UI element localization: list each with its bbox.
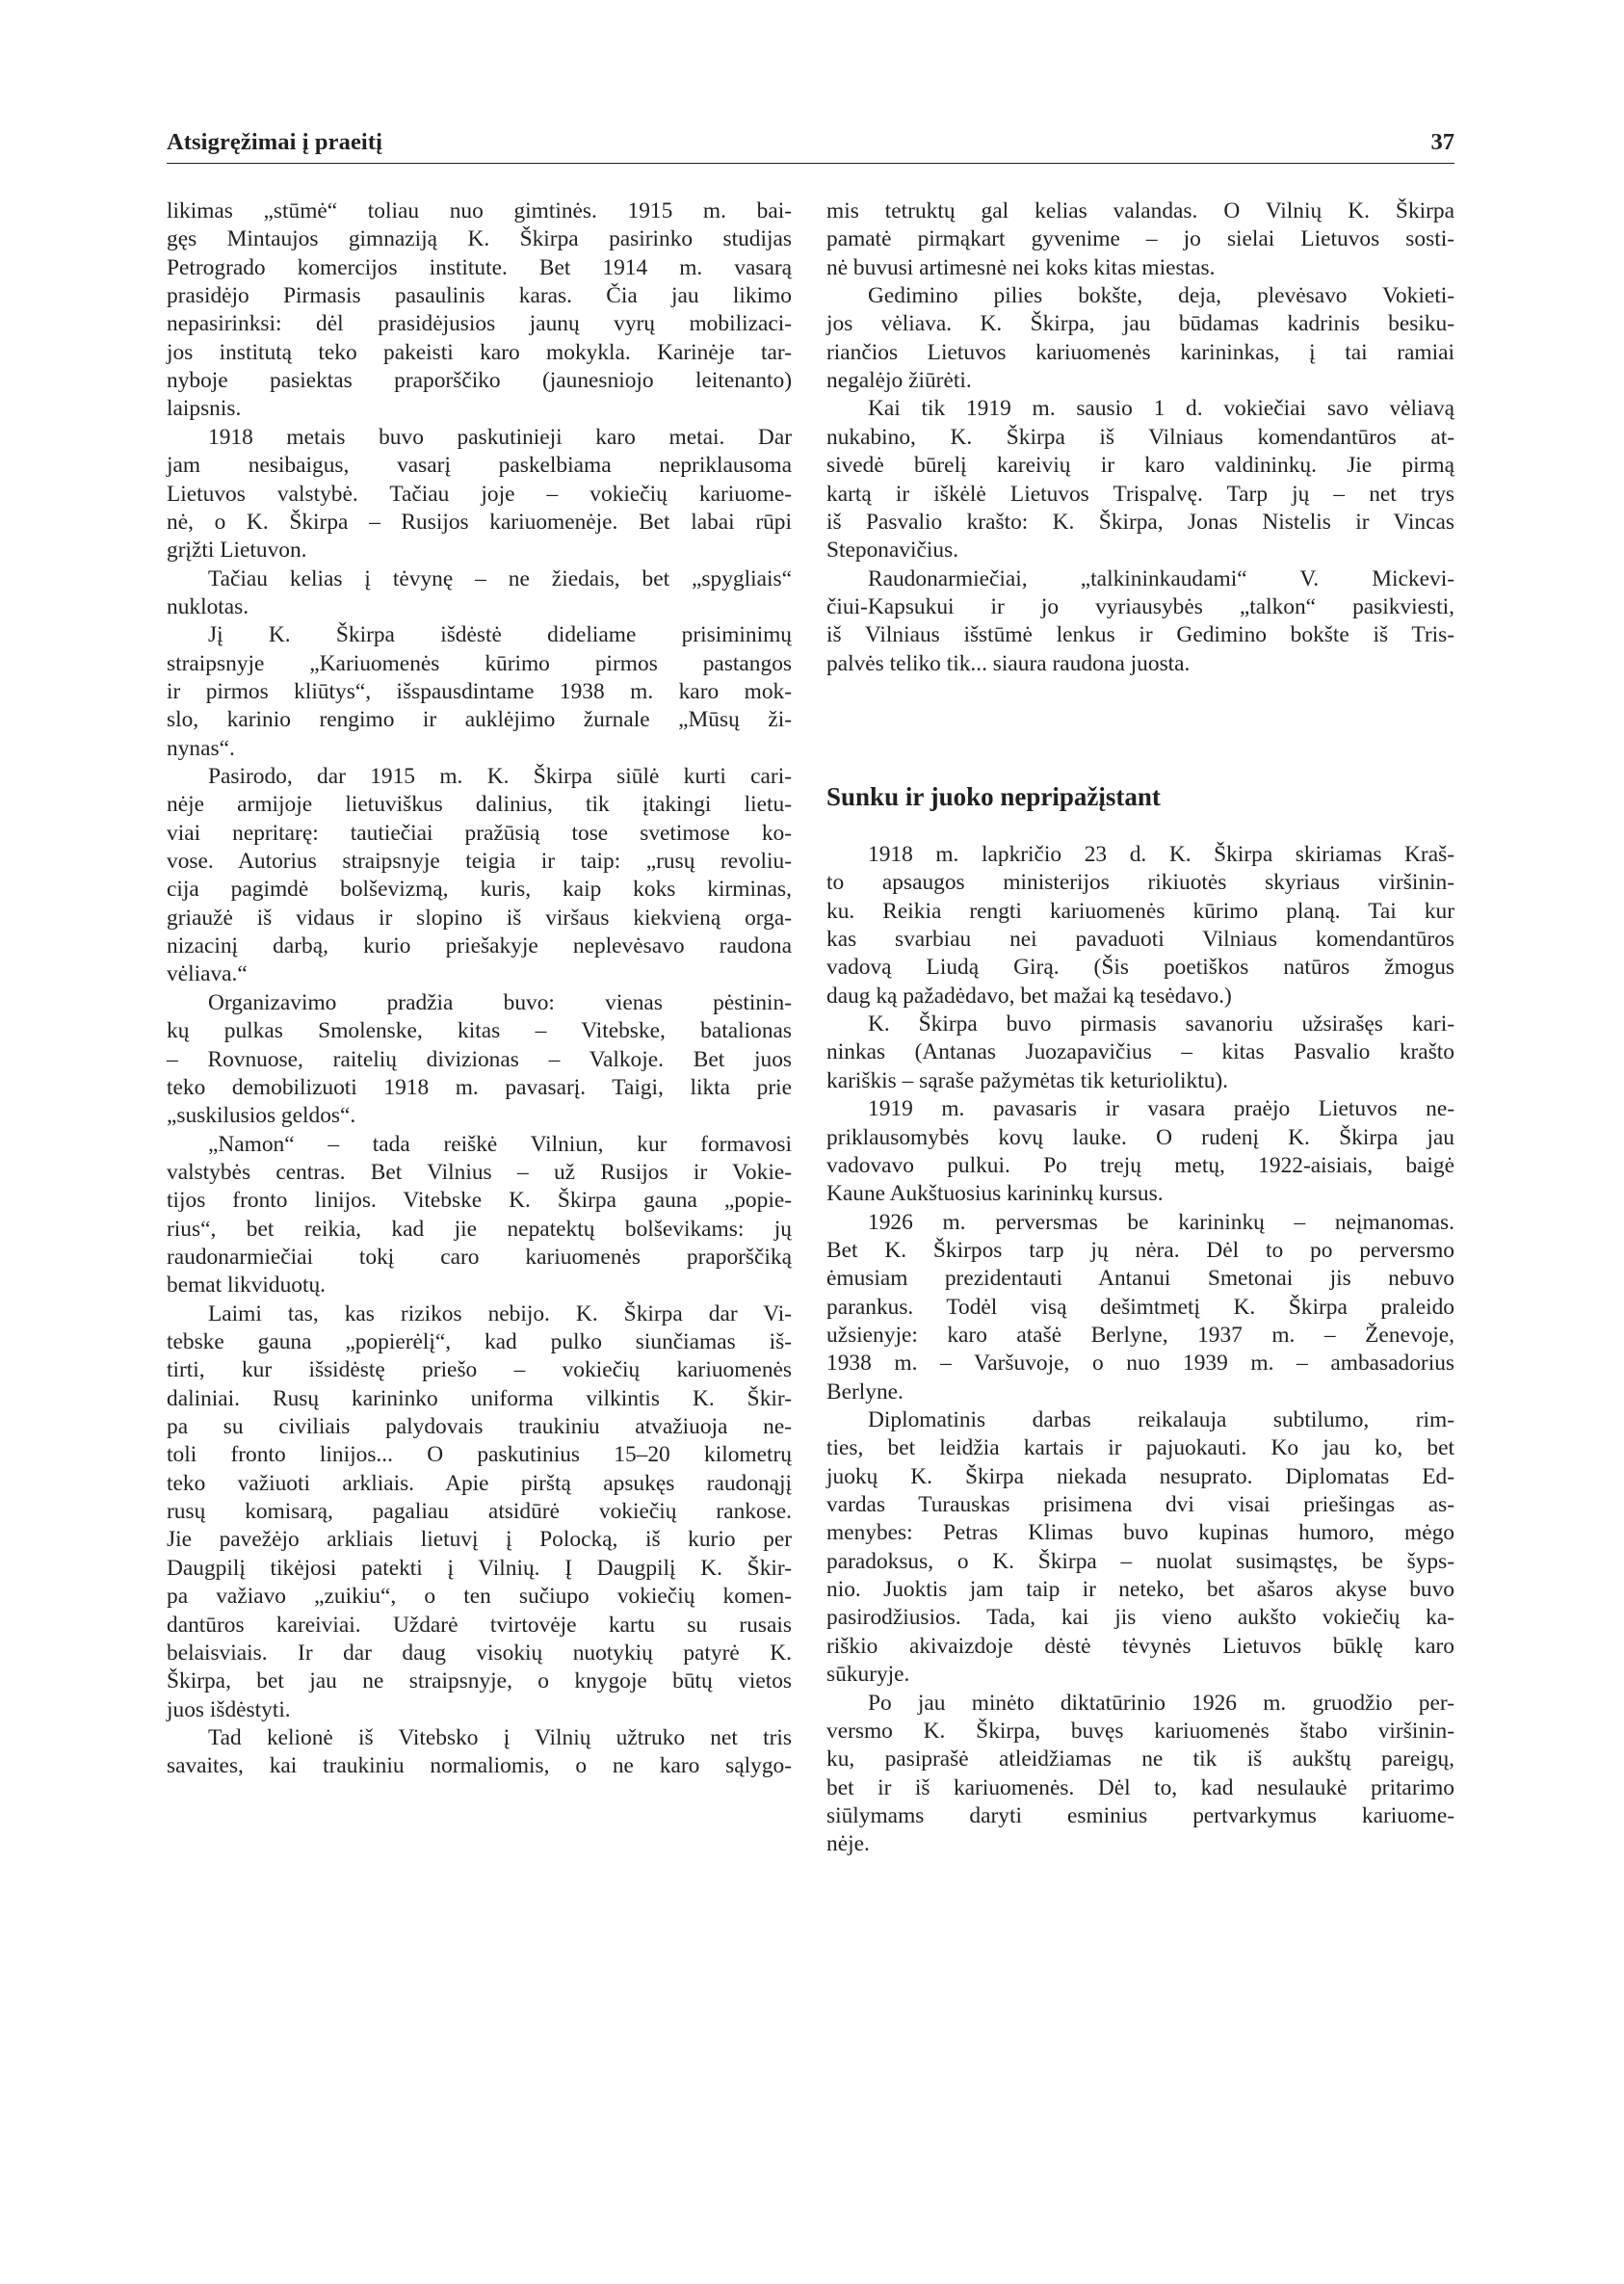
text-line: bemat likviduotų. <box>167 1273 327 1299</box>
text-line: Berlyne. <box>826 1378 904 1405</box>
text-line: ir pirmos kliūtys“, išspausdintame 1938 m. karo mok- <box>167 678 792 704</box>
text-line: 1938 m. – Varšuvoje, o nuo 1939 m. – ambasadorius <box>826 1351 1454 1377</box>
text-line: vadovą Liudą Girą. (Šis poetiškos natūros žmogus <box>826 955 1454 981</box>
text-line: menybes: Petras Klimas buvo kupinas humoro, mėgo <box>826 1520 1454 1546</box>
text-line: nuklotas. <box>167 593 249 619</box>
text-line: pa važiavo „zuikiu“, o ten sučiupo vokiečių komen- <box>167 1584 792 1610</box>
paragraph-first-line: 1926 m. perversmas be karininkų – neįmanomas. <box>868 1209 1454 1235</box>
text-line: straipsnyje „Kariuomenės kūrimo pirmos pastangos <box>167 650 792 676</box>
paragraph-first-line: Diplomatinis darbas reikalauja subtilumo, rim- <box>868 1407 1454 1432</box>
text-line: belaisviais. Ir dar daug visokių nuotykių patyrė K. <box>167 1640 792 1666</box>
text-line: nizacinį darbą, kurio priešakyje neplevėsavo raudona <box>167 933 792 959</box>
text-line: laipsnis. <box>167 396 242 422</box>
text-line: likimas „stūmė“ toliau nuo gimtinės. 1915 m. bai- <box>167 198 792 223</box>
running-head <box>167 127 1454 166</box>
text-line: teko demobilizuoti 1918 m. pavasarį. Taigi, likta prie <box>167 1074 792 1100</box>
text-line: slo, karinio rengimo ir auklėjimo žurnale „Mūsų ži- <box>167 707 792 733</box>
text-line: riančios Lietuvos kariuomenės karininkas, į tai ramiai <box>826 339 1454 365</box>
header-rule <box>167 163 1454 164</box>
text-line: rius“, bet reikia, kad jie nepatektų bolševikams: jų <box>167 1216 792 1242</box>
text-line: vose. Autorius straipsnyje teigia ir taip: „rusų revoliu- <box>167 849 792 875</box>
text-line: Steponavičius. <box>826 538 959 564</box>
text-line: iš Pasvalio krašto: K. Škirpa, Jonas Nistelis ir Vincas <box>826 509 1454 535</box>
paragraph-first-line: Organizavimo pradžia buvo: vienas pėstinin- <box>208 989 792 1015</box>
text-line: dantūros kareiviai. Uždarė tvirtovėje kartu su rusais <box>167 1612 792 1638</box>
text-line: čiui-Kapsukui ir jo vyriausybės „talkon“ pasikviesti, <box>826 593 1454 619</box>
text-line: griaužė iš vidaus ir slopino iš viršaus kiekvieną orga- <box>167 905 792 931</box>
text-line: ėmusiam prezidentauti Antanui Smetonai jis nebuvo <box>826 1266 1454 1292</box>
text-line: parankus. Todėl visą dešimtmetį K. Škirpa praleido <box>826 1294 1454 1320</box>
paragraph-first-line: 1919 m. pavasaris ir vasara praėjo Lietuvos ne- <box>868 1096 1454 1122</box>
paragraph-first-line: Tačiau kelias į tėvynę – ne žiedais, bet „spygliais“ <box>208 565 792 591</box>
text-line: bet ir iš kariuomenės. Dėl to, kad nesulaukė pritarimo <box>826 1774 1454 1800</box>
text-line: Daugpilį tikėjosi patekti į Vilnių. Į Daugpilį K. Škir- <box>167 1555 792 1581</box>
text-line: tijos fronto linijos. Vitebske K. Škirpa gauna „popie- <box>167 1188 792 1214</box>
text-line: prasidėjo Pirmasis pasaulinis karas. Čia jau likimo <box>167 283 792 309</box>
text-line: kas svarbiau nei pavaduoti Vilniaus komendantūros <box>826 927 1454 953</box>
paragraph-first-line: Jį K. Škirpa išdėstė dideliame prisiminimų <box>208 622 792 648</box>
text-line: teko važiuoti arkliais. Apie pirštą apsukęs raudonąjį <box>167 1470 792 1496</box>
text-line: ku. Reikia rengti kariuomenės kūrimo planą. Tai kur <box>826 898 1454 924</box>
paragraph-first-line: Laimi tas, kas rizikos nebijo. K. Škirpa dar Vi- <box>208 1300 792 1326</box>
paragraph-first-line: „Namon“ – tada reiškė Vilniun, kur formavosi <box>208 1131 792 1157</box>
section-heading: Sunku ir juoko nepripažįstant <box>826 782 1161 811</box>
text-line: kariškis – sąraše pažymėtas tik keturioliktu). <box>826 1067 1229 1093</box>
text-line: nė, o K. Škirpa – Rusijos kariuomenėje. Bet labai rūpi <box>167 509 792 535</box>
text-line: nyboje pasiektas praporščiko (jaunesniojo leitenanto) <box>167 368 792 394</box>
text-line: negalėjo žiūrėti. <box>826 368 972 394</box>
text-line: Bet K. Škirpos tarp jų nėra. Dėl to po perversmo <box>826 1237 1454 1263</box>
text-line: iš Vilniaus išstūmė lenkus ir Gedimino bokšte iš Tris- <box>826 622 1454 648</box>
text-line: toli fronto linijos... O paskutinius 15–20 kilometrų <box>167 1442 792 1468</box>
text-line: sūkuryje. <box>826 1662 910 1688</box>
paragraph-first-line: Pasirodo, dar 1915 m. K. Škirpa siūlė kurti cari- <box>208 764 792 789</box>
text-line: grįžti Lietuvon. <box>167 538 307 564</box>
text-line: Lietuvos valstybė. Tačiau joje – vokiečių kariuome- <box>167 481 792 507</box>
paragraph-first-line: Raudonarmiečiai, „talkininkaudami“ V. Mickevi- <box>868 565 1454 591</box>
paragraph-first-line: 1918 m. lapkričio 23 d. K. Škirpa skiriamas Kraš- <box>868 842 1454 867</box>
paragraph-first-line: K. Škirpa buvo pirmasis savanoriu užsirašęs kari- <box>868 1011 1454 1037</box>
text-line: Škirpa, bet jau ne straipsnyje, o knygoje būtų vietos <box>167 1668 792 1694</box>
text-line: pasirodžiusios. Tada, kai jis vieno aukšto vokiečių ka- <box>826 1605 1454 1631</box>
text-line: ninkas (Antanas Juozapavičius – kitas Pasvalio krašto <box>826 1039 1454 1065</box>
text-line: viai nepritarę: tautiečiai pražūsią tose svetimose ko- <box>167 820 792 846</box>
text-line: paradoksus, o K. Škirpa – nuolat susimąstęs, be šyps- <box>826 1548 1454 1574</box>
text-line: savaites, kai traukiniu normaliomis, o ne karo sąlygo- <box>167 1753 792 1779</box>
text-line: kų pulkas Smolenske, kitas – Vitebske, batalionas <box>167 1018 792 1044</box>
text-line: ties, bet leidžia kartais ir pajuokauti. Ko jau ko, bet <box>826 1435 1454 1461</box>
text-line: ku, pasiprašė atleidžiamas ne tik iš aukštų pareigų, <box>826 1746 1454 1772</box>
text-line: nėje armijoje lietuviškus dalinius, tik įtakingi lietu- <box>167 792 792 818</box>
text-line: nukabino, K. Škirpa iš Vilniaus komendantūros at- <box>826 424 1454 450</box>
text-line: riškio akivaizdoje dėstė tėvynės Lietuvos būklę karo <box>826 1633 1454 1659</box>
text-line: Kaune Aukštuosius karininkų kursus. <box>826 1181 1164 1207</box>
paragraph-first-line: Gedimino pilies bokšte, deja, plevėsavo Vokieti- <box>868 283 1454 309</box>
text-line: vėliava.“ <box>167 961 248 987</box>
text-line: priklausomybės kovų lauke. O rudenį K. Škirpa jau <box>826 1124 1454 1150</box>
text-line: pa su civiliais palydovais traukiniu atvažiuoja ne- <box>167 1414 792 1440</box>
text-line: Jie pavežėjo arkliais lietuvį į Polocką, iš kurio per <box>167 1527 792 1553</box>
text-line: jam nesibaigus, vasarį paskelbiama nepriklausoma <box>167 453 792 479</box>
text-line: rusų komisarą, pagaliau atsidūrė vokiečių rankose. <box>167 1499 792 1525</box>
text-line: juos išdėstyti. <box>167 1696 291 1722</box>
text-line: užsienyje: karo atašė Berlyne, 1937 m. – Ženevoje, <box>826 1322 1454 1348</box>
text-line: nė buvusi artimesnė nei koks kitas miestas. <box>826 254 1216 280</box>
text-line: vadovavo pulkui. Po trejų metų, 1922-aisiais, baigė <box>826 1152 1454 1178</box>
text-line: valstybės centras. Bet Vilnius – už Rusijos ir Vokie- <box>167 1159 792 1185</box>
text-line: tebske gauna „popierėlį“, kad pulko siunčiamas iš- <box>167 1329 792 1354</box>
text-line: nio. Juoktis jam taip ir neteko, bet ašaros akyse buvo <box>826 1577 1454 1603</box>
text-line: pamatė pirmąkart gyvenime – jo sielai Lietuvos sosti- <box>826 226 1454 252</box>
text-line: raudonarmiečiai tokį caro kariuomenės praporščiką <box>167 1244 792 1270</box>
text-line: – Rovnuose, raitelių divizionas – Valkoje. Bet juos <box>167 1046 792 1072</box>
page-number: 37 <box>1430 129 1454 155</box>
text-line: nėje. <box>826 1831 870 1857</box>
text-line: juokų K. Škirpa niekada nesuprato. Diplomatas Ed- <box>826 1463 1454 1489</box>
text-line: nynas“. <box>167 735 235 761</box>
running-title: Atsigręžimai į praeitį <box>167 129 382 155</box>
text-line: nepasirinksi: dėl prasidėjusios jaunų vyrų mobilizaci- <box>167 311 792 337</box>
text-line: versmo K. Škirpa, buvęs kariuomenės štabo viršinin- <box>826 1718 1454 1744</box>
text-line: daug ką pažadėdavo, bet mažai ką tesėdavo.) <box>826 983 1232 1009</box>
text-line: siūlymams daryti esminius pertvarkymus kariuome- <box>826 1802 1454 1828</box>
text-line: sivedė būrelį kareivių ir karo valdininkų. Jie pirmą <box>826 453 1454 479</box>
text-line: gęs Mintaujos gimnaziją K. Škirpa pasirinko studijas <box>167 226 792 252</box>
text-line: vardas Turauskas prisimena dvi visai priešingas as- <box>826 1492 1454 1518</box>
text-line: mis tetruktų gal kelias valandas. O Vilnių K. Škirpa <box>826 198 1454 223</box>
paragraph-first-line: Po jau minėto diktatūrinio 1926 m. gruodžio per- <box>868 1690 1454 1716</box>
text-line: tirti, kur išsidėstę priešo – vokiečių kariuomenės <box>167 1357 792 1383</box>
paragraph-first-line: Tad kelionė iš Vitebsko į Vilnių užtruko net tris <box>208 1724 792 1750</box>
paragraph-first-line: 1918 metais buvo paskutinieji karo metai. Dar <box>208 424 792 450</box>
paragraph-first-line: Kai tik 1919 m. sausio 1 d. vokiečiai savo vėliavą <box>868 396 1454 422</box>
text-line: „suskilusios geldos“. <box>167 1103 356 1129</box>
text-line: daliniai. Rusų karininko uniforma vilkintis K. Škir- <box>167 1385 792 1411</box>
text-line: cija pagimdė bolševizmą, kuris, kaip koks kirminas, <box>167 877 792 903</box>
text-line: Petrogrado komercijos institute. Bet 1914 m. vasarą <box>167 254 792 280</box>
text-line: jos vėliava. K. Škirpa, jau būdamas kadrinis besiku- <box>826 311 1454 337</box>
text-line: jos institutą teko pakeisti karo mokykla. Karinėje tar- <box>167 339 792 365</box>
text-line: palvės teliko tik... siaura raudona juosta. <box>826 650 1191 676</box>
text-line: kartą ir iškėlė Lietuvos Trispalvę. Tarp jų – net trys <box>826 481 1454 507</box>
text-line: to apsaugos ministerijos rikiuotės skyriaus viršinin- <box>826 870 1454 896</box>
